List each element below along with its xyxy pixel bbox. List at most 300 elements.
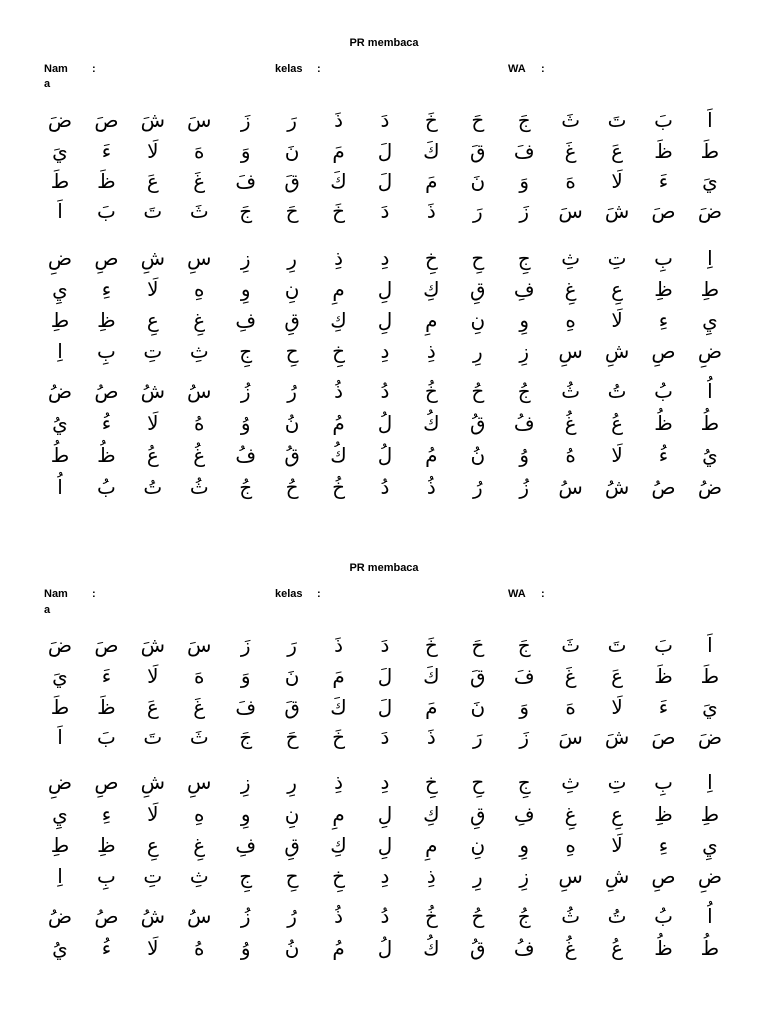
letter-cell: لُ — [377, 443, 393, 467]
letter-cell: اِ — [707, 770, 713, 794]
letter-cell: طُ — [700, 411, 720, 435]
letter-cell: ذُ — [334, 904, 343, 928]
letter-cell: وَ — [240, 139, 251, 163]
letter-cell: دُ — [380, 379, 390, 403]
letter-cell: ضِ — [47, 770, 73, 794]
letter-cell: قَ — [284, 695, 300, 719]
name-label: Nam — [44, 588, 68, 600]
letter-cell: ثِ — [189, 339, 209, 363]
letter-cell: ظَ — [97, 169, 116, 193]
letter-cell: غَ — [564, 139, 577, 163]
letter-cell: زُ — [519, 475, 530, 499]
letter-cell: مَ — [425, 695, 438, 719]
letter-cell: ضِ — [697, 864, 722, 888]
letter-cell: خَ — [424, 633, 438, 657]
letter-cell: حَ — [285, 199, 299, 223]
letter-cell: قَ — [284, 169, 300, 193]
page-title: PR membaca — [349, 37, 419, 49]
letter-cell: ضُ — [697, 475, 722, 499]
letter-cell: حِ — [285, 864, 299, 888]
wa-colon: : — [541, 63, 545, 75]
letter-cell: يِ — [702, 833, 718, 857]
letter-cell: ثُ — [561, 904, 581, 928]
letter-cell: مِ — [332, 802, 345, 826]
letter-cell: جِ — [517, 770, 531, 794]
letter-cell: ذِ — [334, 770, 343, 794]
letter-cell: فَ — [513, 139, 535, 163]
letter-cell: قَ — [470, 664, 486, 688]
wa-label: WA — [508, 63, 526, 75]
letter-cell: يَ — [52, 139, 68, 163]
letter-cell: نَ — [470, 695, 486, 719]
letter-cell: بِ — [654, 246, 673, 270]
letter-cell: سِ — [187, 246, 212, 270]
letter-row — [40, 136, 730, 166]
letter-cell: مَ — [332, 139, 345, 163]
letter-cell: دِ — [380, 770, 390, 794]
letter-cell: عِ — [146, 833, 159, 857]
letter-cell: رُ — [287, 904, 297, 928]
letter-cell: سَ — [558, 199, 583, 223]
letter-cell: كَ — [423, 664, 440, 688]
letter-cell: صِ — [651, 864, 676, 888]
letter-cell: رُ — [472, 475, 483, 499]
letter-cell: حَ — [471, 108, 485, 132]
letter-cell: رَ — [287, 633, 297, 657]
letter-cell: خِ — [332, 864, 345, 888]
letter-cell: لِ — [377, 833, 393, 857]
letter-cell: صَ — [94, 108, 119, 132]
letter-cell: ظِ — [97, 833, 116, 857]
letter-cell: ثَ — [189, 199, 209, 223]
letter-cell: لُ — [377, 411, 393, 435]
letter-cell: غَ — [193, 169, 206, 193]
letter-cell: فِ — [235, 833, 257, 857]
letter-cell: بَ — [97, 725, 116, 749]
letter-cell: رِ — [472, 864, 483, 888]
letter-cell: حِ — [285, 339, 299, 363]
letter-cell: ءُ — [101, 411, 112, 435]
letter-cell: ضَ — [47, 633, 73, 657]
letter-cell: بِ — [97, 864, 116, 888]
letter-cell: حَ — [471, 633, 485, 657]
letter-cell: يِ — [52, 802, 68, 826]
letter-cell: ذُ — [334, 379, 343, 403]
letter-cell: شِ — [604, 864, 630, 888]
letter-cell: عِ — [146, 308, 159, 332]
letter-cell: دِ — [380, 864, 390, 888]
letter-cell: خِ — [424, 246, 438, 270]
letter-cell: خُ — [424, 379, 438, 403]
letter-cell: زَ — [519, 725, 530, 749]
letter-cell: دِ — [380, 246, 390, 270]
letter-cell: ضَ — [697, 199, 722, 223]
letter-cell: حِ — [471, 770, 485, 794]
letter-cell: ذِ — [334, 246, 343, 270]
letter-row — [40, 692, 730, 722]
letter-cell: اَ — [57, 199, 63, 223]
letter-cell: كِ — [330, 833, 347, 857]
letter-cell: غُ — [193, 443, 206, 467]
letter-cell: مِ — [332, 277, 345, 301]
letter-cell: عِ — [611, 277, 624, 301]
letter-cell: لَ — [377, 695, 393, 719]
letter-cell: ضُ — [47, 379, 73, 403]
letter-cell: ضَ — [47, 108, 73, 132]
letter-cell: طِ — [700, 277, 720, 301]
letter-cell: بَ — [97, 199, 116, 223]
letter-cell: وُ — [519, 443, 530, 467]
letter-cell: طُ — [50, 443, 70, 467]
letter-cell: طِ — [50, 833, 70, 857]
letter-cell: بِ — [97, 339, 116, 363]
letter-cell: لِ — [377, 802, 393, 826]
letter-cell: اُ — [707, 379, 713, 403]
letter-cell: فِ — [513, 802, 535, 826]
letter-cell: قُ — [470, 411, 486, 435]
letter-cell: غُ — [564, 411, 577, 435]
letter-cell: ظَ — [654, 139, 673, 163]
letter-cell: ذَ — [426, 199, 436, 223]
letter-cell: ظِ — [97, 308, 116, 332]
letter-cell: هُ — [194, 936, 205, 960]
letter-cell: تَ — [607, 108, 627, 132]
letter-cell: يُ — [52, 411, 68, 435]
letter-cell: تِ — [143, 339, 163, 363]
letter-cell: زِ — [240, 246, 251, 270]
letter-cell: بُ — [654, 904, 673, 928]
letter-cell: نِ — [470, 833, 486, 857]
letter-cell: هَ — [565, 169, 576, 193]
letter-cell: جِ — [239, 339, 253, 363]
letter-cell: جِ — [239, 864, 253, 888]
letter-row — [40, 196, 730, 226]
letter-cell: عَ — [146, 169, 159, 193]
letter-cell: شِ — [140, 246, 166, 270]
letter-cell: قُ — [470, 936, 486, 960]
letter-cell: ضَ — [697, 725, 722, 749]
letter-cell: ثَ — [561, 108, 581, 132]
letter-cell: ءَ — [658, 169, 669, 193]
letter-cell: كُ — [330, 443, 347, 467]
letter-cell: جُ — [517, 904, 531, 928]
letter-cell: صُ — [651, 475, 676, 499]
letter-cell: ءِ — [101, 802, 112, 826]
letter-cell: رِ — [472, 339, 483, 363]
letter-cell: ثَ — [561, 633, 581, 657]
letter-cell: كِ — [423, 802, 440, 826]
name-label: Nam — [44, 63, 68, 75]
letter-cell: ءُ — [101, 936, 112, 960]
letter-row — [40, 472, 730, 502]
letter-cell: سِ — [558, 339, 583, 363]
letter-row — [40, 336, 730, 366]
letter-cell: ظَ — [97, 695, 116, 719]
letter-row — [40, 105, 730, 135]
letter-row — [40, 661, 730, 691]
letter-cell: عُ — [146, 443, 159, 467]
letter-cell: زَ — [519, 199, 530, 223]
letter-row — [40, 722, 730, 752]
letter-cell: ذُ — [426, 475, 436, 499]
letter-cell: ثُ — [189, 475, 209, 499]
letter-cell: مُ — [332, 936, 345, 960]
letter-cell: جِ — [517, 246, 531, 270]
letter-cell: دَ — [380, 199, 390, 223]
letter-cell: لَ — [377, 169, 393, 193]
letter-cell: شُ — [140, 904, 166, 928]
letter-cell: غِ — [193, 833, 206, 857]
letter-cell: هَ — [194, 664, 205, 688]
letter-cell: ثِ — [561, 770, 581, 794]
letter-cell: يِ — [52, 277, 68, 301]
letter-cell: طَ — [700, 664, 720, 688]
wa-label: WA — [508, 588, 526, 600]
letter-cell: هُ — [565, 443, 576, 467]
letter-cell: اَ — [707, 108, 713, 132]
letter-cell: هُ — [194, 411, 205, 435]
letter-cell: تِ — [607, 246, 627, 270]
letter-row — [40, 305, 730, 335]
letter-cell: بُ — [654, 379, 673, 403]
letter-cell: ظَ — [654, 664, 673, 688]
letter-cell: فَ — [235, 169, 257, 193]
letter-cell: وَ — [240, 664, 251, 688]
letter-cell: تَ — [607, 633, 627, 657]
letter-cell: ءَ — [101, 664, 112, 688]
letter-cell: ذَ — [334, 108, 343, 132]
letter-cell: مَ — [425, 169, 438, 193]
letter-cell: عَ — [611, 664, 624, 688]
letter-cell: شِ — [140, 770, 166, 794]
letter-cell: غِ — [193, 308, 206, 332]
letter-cell: ظِ — [654, 802, 673, 826]
letter-cell: يَ — [702, 169, 718, 193]
letter-cell: طِ — [700, 802, 720, 826]
letter-cell: لَا — [147, 802, 159, 826]
letter-cell: غَ — [564, 664, 577, 688]
letter-cell: سِ — [187, 770, 212, 794]
letter-cell: طَ — [50, 169, 70, 193]
letter-row — [40, 376, 730, 406]
letter-cell: زِ — [519, 864, 530, 888]
letter-cell: لِ — [377, 277, 393, 301]
letter-cell: حِ — [471, 246, 485, 270]
letter-cell: تُ — [607, 904, 627, 928]
letter-cell: شَ — [140, 633, 166, 657]
letter-cell: رَ — [287, 108, 297, 132]
letter-cell: غِ — [564, 802, 577, 826]
name-colon: : — [92, 63, 96, 75]
letter-cell: كِ — [330, 308, 347, 332]
letter-cell: مِ — [425, 308, 438, 332]
letter-cell: ءَ — [658, 695, 669, 719]
letter-row — [40, 901, 730, 931]
letter-cell: غُ — [564, 936, 577, 960]
letter-cell: وِ — [519, 308, 530, 332]
letter-cell: زُ — [240, 904, 251, 928]
letter-cell: جُ — [517, 379, 531, 403]
letter-cell: ثِ — [561, 246, 581, 270]
letter-cell: شُ — [604, 475, 630, 499]
letter-cell: عَ — [146, 695, 159, 719]
letter-cell: طُ — [700, 936, 720, 960]
letter-cell: دَ — [380, 108, 390, 132]
name-colon: : — [92, 588, 96, 600]
letter-cell: لِ — [377, 308, 393, 332]
letter-cell: عُ — [611, 411, 624, 435]
name-label-tail: a — [44, 78, 51, 90]
letter-cell: رِ — [287, 246, 297, 270]
letter-row — [40, 799, 730, 829]
letter-cell: هِ — [194, 802, 205, 826]
letter-cell: لَا — [147, 411, 159, 435]
letter-cell: زِ — [519, 339, 530, 363]
class-colon: : — [317, 63, 321, 75]
letter-cell: يَ — [702, 695, 718, 719]
letter-cell: اُ — [707, 904, 713, 928]
letter-row — [40, 830, 730, 860]
letter-cell: شَ — [604, 725, 630, 749]
letter-cell: كِ — [423, 277, 440, 301]
letter-row — [40, 630, 730, 660]
letter-cell: ظُ — [97, 443, 116, 467]
letter-cell: كُ — [423, 936, 440, 960]
letter-cell: يِ — [702, 308, 718, 332]
letter-cell: خُ — [424, 904, 438, 928]
letter-cell: خَ — [332, 199, 345, 223]
letter-cell: دَ — [380, 725, 390, 749]
letter-cell: يَ — [52, 664, 68, 688]
class-label: kelas — [275, 588, 303, 600]
letter-cell: جَ — [239, 725, 253, 749]
letter-cell: كَ — [423, 139, 440, 163]
letter-cell: بِ — [654, 770, 673, 794]
letter-cell: زِ — [240, 770, 251, 794]
letter-cell: نُ — [284, 411, 300, 435]
letter-row — [40, 243, 730, 273]
letter-cell: لَا — [147, 936, 159, 960]
letter-cell: دَ — [380, 633, 390, 657]
letter-cell: ظُ — [654, 411, 673, 435]
letter-cell: تِ — [607, 770, 627, 794]
letter-cell: ذَ — [334, 633, 343, 657]
letter-cell: صُ — [94, 379, 119, 403]
letter-cell: جُ — [239, 475, 253, 499]
class-colon: : — [317, 588, 321, 600]
letter-row — [40, 408, 730, 438]
letter-cell: ثَ — [189, 725, 209, 749]
letter-cell: دُ — [380, 904, 390, 928]
letter-cell: ضِ — [697, 339, 722, 363]
letter-cell: فَ — [513, 664, 535, 688]
letter-cell: وِ — [240, 277, 251, 301]
letter-cell: عَ — [611, 139, 624, 163]
letter-cell: وُ — [240, 411, 251, 435]
letter-cell: رِ — [287, 770, 297, 794]
letter-cell: وِ — [240, 802, 251, 826]
letter-cell: مُ — [332, 411, 345, 435]
letter-cell: صَ — [94, 633, 119, 657]
letter-cell: مِ — [425, 833, 438, 857]
letter-cell: تَ — [143, 725, 163, 749]
letter-cell: طَ — [50, 695, 70, 719]
letter-cell: ضُ — [47, 904, 73, 928]
letter-cell: يُ — [52, 936, 68, 960]
letter-cell: لَ — [377, 664, 393, 688]
letter-cell: كَ — [330, 169, 347, 193]
letter-cell: رَ — [472, 199, 483, 223]
letter-cell: بَ — [654, 108, 673, 132]
letter-cell: ثُ — [561, 379, 581, 403]
letter-cell: ظُ — [654, 936, 673, 960]
letter-cell: اُ — [57, 475, 63, 499]
letter-cell: شُ — [140, 379, 166, 403]
letter-cell: لُ — [377, 936, 393, 960]
letter-cell: شِ — [604, 339, 630, 363]
letter-cell: صِ — [94, 770, 119, 794]
letter-cell: قِ — [284, 833, 300, 857]
letter-cell: جَ — [517, 633, 531, 657]
letter-cell: خُ — [332, 475, 345, 499]
letter-cell: سَ — [558, 725, 583, 749]
letter-cell: اِ — [57, 864, 63, 888]
letter-cell: صَ — [651, 199, 676, 223]
letter-row — [40, 767, 730, 797]
letter-cell: سُ — [558, 475, 583, 499]
letter-cell: اِ — [707, 246, 713, 270]
letter-cell: خِ — [424, 770, 438, 794]
letter-cell: غَ — [193, 695, 206, 719]
letter-cell: لَا — [147, 139, 159, 163]
letter-cell: شَ — [140, 108, 166, 132]
letter-cell: سِ — [558, 864, 583, 888]
letter-cell: لَ — [377, 139, 393, 163]
letter-cell: قُ — [284, 443, 300, 467]
letter-cell: زُ — [240, 379, 251, 403]
letter-cell: لَا — [611, 308, 623, 332]
letter-cell: حُ — [471, 379, 485, 403]
letter-cell: قِ — [470, 277, 486, 301]
letter-cell: لَا — [611, 695, 623, 719]
letter-cell: حَ — [285, 725, 299, 749]
letter-cell: غِ — [564, 277, 577, 301]
letter-cell: نَ — [284, 664, 300, 688]
letter-cell: رُ — [287, 379, 297, 403]
letter-cell: زَ — [240, 108, 251, 132]
letter-cell: قَ — [470, 139, 486, 163]
letter-cell: قِ — [470, 802, 486, 826]
letter-cell: حُ — [285, 475, 299, 499]
letter-cell: نِ — [284, 277, 300, 301]
letter-cell: ذَ — [426, 725, 436, 749]
letter-cell: يُ — [702, 443, 718, 467]
letter-cell: اِ — [57, 339, 63, 363]
letter-cell: هِ — [565, 833, 576, 857]
class-label: kelas — [275, 63, 303, 75]
letter-row — [40, 933, 730, 963]
letter-cell: مُ — [425, 443, 438, 467]
letter-cell: فِ — [235, 308, 257, 332]
letter-cell: عُ — [611, 936, 624, 960]
letter-cell: ءِ — [658, 833, 669, 857]
letter-cell: هَ — [565, 695, 576, 719]
letter-cell: ذِ — [426, 864, 436, 888]
letter-cell: اَ — [707, 633, 713, 657]
letter-cell: سَ — [187, 633, 212, 657]
letter-cell: جَ — [517, 108, 531, 132]
letter-row — [40, 166, 730, 196]
